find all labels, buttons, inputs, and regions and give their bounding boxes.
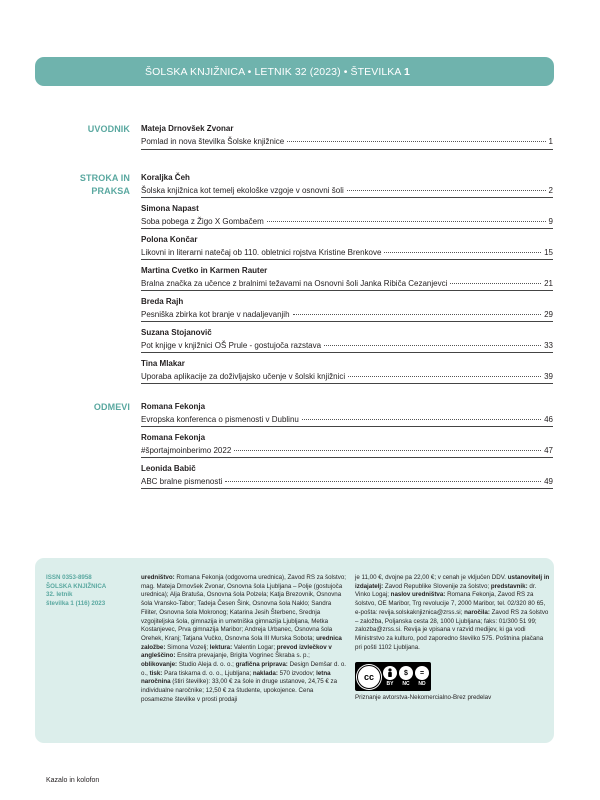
section-label-line: ODMEVI xyxy=(93,402,130,412)
cc-by-label: BY xyxy=(386,681,394,687)
entry-title: Uporaba aplikacije za doživljajsko učenje v šolski knjižnici xyxy=(141,372,346,381)
entry-author: Mateja Drnovšek Zvonar xyxy=(141,124,234,133)
toc-entry[interactable] xyxy=(141,327,553,351)
colophon-label: prevod izvlečkov v angleščino: xyxy=(141,643,332,660)
entry-author: Romana Fekonja xyxy=(141,433,206,442)
journal-volume: LETNIK 32 (2023) xyxy=(254,66,341,78)
divider xyxy=(141,228,553,229)
section-label-line: STROKA IN xyxy=(79,173,130,183)
entry-page: 9 xyxy=(548,217,553,226)
entry-author: Breda Rajh xyxy=(141,297,184,306)
divider xyxy=(141,488,553,489)
entry-author: Romana Fekonja xyxy=(141,402,206,411)
entry-page: 15 xyxy=(544,248,553,257)
colophon-label: ustanovitelj in izdajatelj: xyxy=(355,574,550,590)
entry-author: Polona Končar xyxy=(141,235,198,244)
colophon-label: lektura: xyxy=(209,643,233,651)
entry-title: Pot knjige v knjižnici OŠ Prule - gostujoča razstava xyxy=(141,341,322,350)
colophon-label: naročila: xyxy=(464,608,490,616)
journal-header-bar xyxy=(35,57,554,86)
section-label-odmevi xyxy=(50,401,130,414)
colophon-label: grafična priprava: xyxy=(235,661,288,669)
section-label-line: PRAKSA xyxy=(91,186,130,196)
leader-dots xyxy=(293,314,542,315)
colophon-label: naslov uredništva: xyxy=(390,591,446,599)
divider xyxy=(141,149,553,150)
entry-page: 39 xyxy=(544,372,553,381)
toc-entry[interactable] xyxy=(141,296,553,320)
leader-dots xyxy=(450,283,541,284)
entry-author: Tina Mlakar xyxy=(141,359,185,368)
cc-icon: cc xyxy=(357,665,381,689)
section-label-stroka-in-praksa xyxy=(50,172,130,198)
toc-entry[interactable] xyxy=(141,172,553,196)
colophon-label: letna naročnina xyxy=(141,669,331,686)
leader-dots xyxy=(225,481,541,482)
toc-entry[interactable] xyxy=(141,401,553,425)
entry-title: Pesniška zbirka kot branje v nadaljevanjih xyxy=(141,310,290,319)
journal-name: ŠOLSKA KNJIŽNICA xyxy=(145,66,245,78)
cc-nd-badge xyxy=(415,666,429,687)
colophon-label: naklada: xyxy=(252,669,278,677)
colophon-label: tisk: xyxy=(149,669,163,677)
equals-icon: = xyxy=(415,666,429,680)
header-separator: • xyxy=(340,66,351,78)
cc-nc-label: NC xyxy=(402,681,410,687)
cc-by-badge xyxy=(383,666,397,687)
colophon-label: predstavnik: xyxy=(490,582,528,590)
leader-dots xyxy=(267,221,546,222)
divider xyxy=(141,290,553,291)
leader-dots xyxy=(384,252,541,253)
divider xyxy=(141,457,553,458)
license-text: Priznanje avtorstva-Nekomercialno-Brez predelav xyxy=(355,694,492,701)
issue-label: ŠTEVILKA xyxy=(350,66,404,78)
creative-commons-badge[interactable] xyxy=(355,662,431,691)
colophon-text: Zavod Republike Slovenije za šolstvo; xyxy=(383,582,491,590)
section-label-line: UVODNIK xyxy=(87,124,130,134)
colophon-label: uredništvo: xyxy=(141,574,175,581)
journal-header-text xyxy=(145,66,410,78)
page-footer-label: Kazalo in kolofon xyxy=(46,777,100,784)
issn-block xyxy=(46,574,126,609)
colophon-text: Zavod RS za šolstvo – založba, Poljanska cesta 28, 1000 Ljubljana; faks: 01/300 51 99; zalozba@zrss.si. Revija je vpisana v razvid medijev, ki ga vodi Ministrstvo za kulturo, pod zaporedno številko 575. Poštnina plačana pri pošti 1102 Ljubljana. xyxy=(355,608,549,651)
colophon-text: Romana Fekonja, Zavod RS za šolstvo, OE Maribor, Trg revolucije 7, 2000 Maribor, tel. 02/320 80 65, e-pošta: revija.solskaknjiznica@zrss.si; xyxy=(355,591,546,616)
entry-title: #športajmoinberimo 2022 xyxy=(141,446,232,455)
leader-dots xyxy=(287,141,545,142)
entry-page: 2 xyxy=(548,186,553,195)
entry-title: Pomlad in nova številka Šolske knjižnice xyxy=(141,137,285,146)
colophon-text: dr. Vinko Logaj; xyxy=(355,582,537,599)
issue-number: 1 xyxy=(403,66,410,78)
leader-dots xyxy=(302,419,541,420)
header-separator: • xyxy=(244,66,255,78)
colophon-label: oblikovanje: xyxy=(141,661,178,669)
leader-dots xyxy=(348,376,541,377)
colophon-text: Simona Vozelj; xyxy=(165,643,210,651)
toc-entry[interactable] xyxy=(141,358,553,382)
toc-entry[interactable] xyxy=(141,463,553,487)
entry-title: Šolska knjižnica kot temelj ekološke vzgoje v osnovni šoli xyxy=(141,186,344,195)
toc-entry[interactable] xyxy=(141,432,553,456)
entry-title: Likovni in literarni natečaj ob 110. obletnici rojstva Kristine Brenkove xyxy=(141,248,382,257)
toc-entry[interactable] xyxy=(141,203,553,227)
colophon-text: Ensitra prevajanje, Brigita Vogrinec Škraba s. p.; xyxy=(175,652,310,660)
leader-dots xyxy=(324,345,541,346)
cc-nc-badge xyxy=(399,666,413,687)
colophon-column-1 xyxy=(141,574,346,705)
colophon-text: Valentin Logar; xyxy=(232,643,277,651)
entry-title: Bralna značka za učence z bralnimi težavami na Osnovni šoli Janka Ribiča Cezanjevci xyxy=(141,279,448,288)
section-label-uvodnik xyxy=(50,123,130,136)
toc-entry[interactable] xyxy=(141,265,553,289)
entry-page: 33 xyxy=(544,341,553,350)
entry-page: 29 xyxy=(544,310,553,319)
divider xyxy=(141,426,553,427)
colophon-text: Studio Aleja d. o. o.; xyxy=(177,661,236,669)
divider xyxy=(141,383,553,384)
issn-line: ISSN 0353-8958 xyxy=(46,574,92,581)
entry-page: 49 xyxy=(544,477,553,486)
entry-page: 46 xyxy=(544,415,553,424)
colophon-text: (štiri številke): 33,00 € za šole in druge ustanove, 24,75 € za individualne naročnike; 12,50 € za študente, upokojence. Cena posamezne številke v prosti prodaji xyxy=(141,678,338,703)
divider xyxy=(141,259,553,260)
colophon-text: Romana Fekonja (odgovorna urednica), Zavod RS za šolstvo; mag. Mateja Drnovšek Zvonar, Osnovna šola Ljubljana – Polje (gostujoča urednica); Alja Bratuša, Osnovna šola Polzela; Katja Brezovnik, Osnovna šola Vransko-Tabor; Tadeja Česen Šink, Osnovna šola Naklo; Sandra Filiter, Osnovna šola Mokronog; Katarina Jesih Šterbenc, Srednja vzgojiteljska šola, gimnazija in umetniška gimnazija Ljubljana, Metka Kostanjevec, Prva gimnazija Maribor; Andreja Urbanec, Osnovna šola Orehek, Kranj; Tatjana Vučko, Osnovna šola III Murska Sobota; xyxy=(141,574,346,642)
entry-author: Simona Napast xyxy=(141,204,199,213)
issn-line: 32. letnik xyxy=(46,591,73,599)
colophon-text: 570 izvodov; xyxy=(277,669,317,677)
entry-title: Evropska konferenca o pismenosti v Dublinu xyxy=(141,415,299,424)
no-dollar-icon: $ xyxy=(399,666,413,680)
entry-author: Martina Cvetko in Karmen Rauter xyxy=(141,266,268,275)
issn-line: številka 1 (116) 2023 xyxy=(46,600,106,608)
divider xyxy=(141,352,553,353)
divider xyxy=(141,197,553,198)
entry-author: Suzana Stojanovič xyxy=(141,328,212,337)
colophon-label: urednica založbe: xyxy=(141,634,342,651)
colophon-column-2 xyxy=(355,574,550,652)
toc-entry[interactable] xyxy=(141,123,553,147)
toc-entry[interactable] xyxy=(141,234,553,258)
divider xyxy=(141,321,553,322)
cc-nd-label: ND xyxy=(418,681,426,687)
leader-dots xyxy=(234,450,541,451)
entry-title: ABC bralne pismenosti xyxy=(141,477,223,486)
colophon-text: Para tiskarna d. o. o., Ljubljana; xyxy=(162,669,253,677)
entry-page: 47 xyxy=(544,446,553,455)
leader-dots xyxy=(347,190,546,191)
entry-author: Koraljka Čeh xyxy=(141,173,190,182)
entry-title: Soba pobega z Žigo X Gombačem xyxy=(141,217,264,226)
issn-line: ŠOLSKA KNJIŽNICA xyxy=(46,582,107,590)
entry-page: 1 xyxy=(548,137,553,146)
colophon-text: je 11,00 €, dvojne pa 22,00 €; v cenah je vključen DDV. xyxy=(355,574,508,581)
person-icon xyxy=(383,666,397,680)
entry-page: 21 xyxy=(544,279,553,288)
entry-author: Leonida Babič xyxy=(141,464,196,473)
colophon-text: Design Demšar d. o. o., xyxy=(141,661,346,677)
